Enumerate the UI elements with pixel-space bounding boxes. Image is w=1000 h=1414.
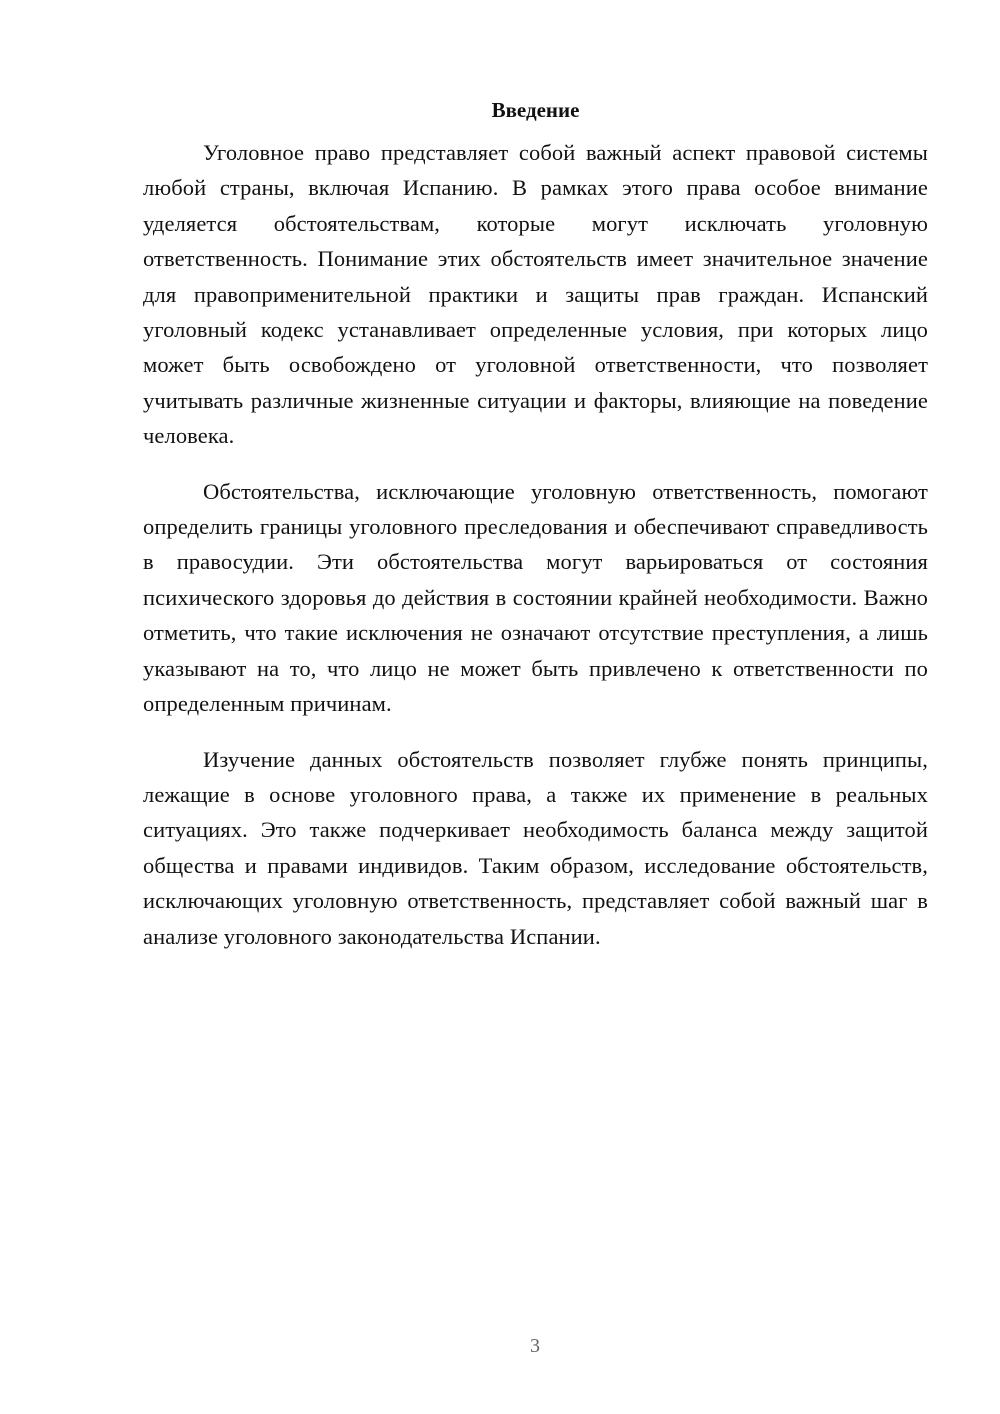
- paragraph-1: Уголовное право представляет собой важный аспект правовой системы любой страны, включая Испанию. В рамках этого права особое внимание уделяется обстоятельствам, которые могут исключать уголовную ответственность. Понимание этих обстоятельств имеет значительное значение для правоприменительной практики и защиты прав граждан. Испанский уголовный кодекс устанавливает определенные условия, при которых лицо может быть освобождено от уголовной ответственности, что позволяет учитывать различные жизненные ситуации и факторы, влияющие на поведение человека.: [143, 140, 928, 449]
- paragraph-3: Изучение данных обстоятельств позволяет глубже понять принципы, лежащие в основе уголовного права, а также их применение в реальных ситуациях. Это также подчеркивает необходимость баланса между защитой общества и правами индивидов. Таким образом, исследование обстоятельств, исключающих уголовную ответственность, представляет собой важный шаг в анализе уголовного законодательства Испании.: [143, 746, 928, 949]
- page-content: [143, 95, 928, 974]
- section-heading: Введение: [491, 98, 580, 122]
- page-number: 3: [530, 1335, 540, 1357]
- paragraph-2: Обстоятельства, исключающие уголовную ответственность, помогают определить границы уголовного преследования и обеспечивают справедливость в правосудии. Эти обстоятельства могут варьироваться от состояния психического здоровья до действия в состоянии крайней необходимости. Важно отметить, что такие исключения не означают отсутствие преступления, а лишь указывают на то, что лицо не может быть привлечено к ответственности по определенным причинам.: [143, 478, 928, 717]
